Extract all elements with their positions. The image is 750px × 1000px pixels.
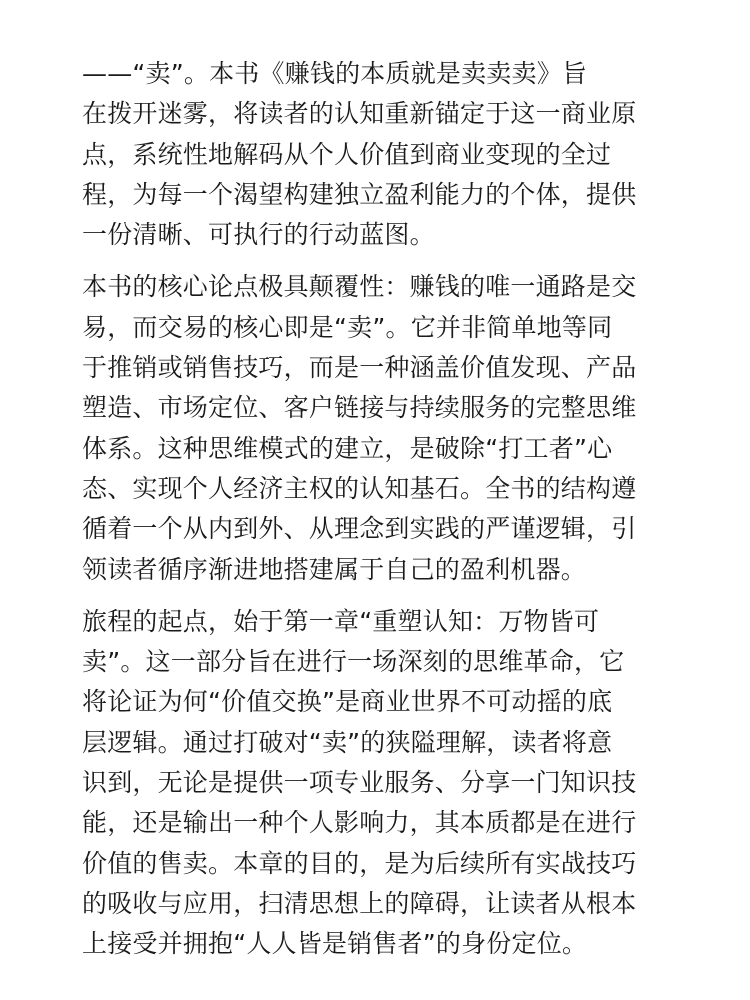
text-line: 本书的核心论点极具颠覆性：赚钱的唯一通路是交 (82, 272, 637, 302)
text-line: 价值的售卖。本章的目的，是为后续所有实战技巧 (82, 848, 637, 878)
text-line: 能，还是输出一种个人影响力，其本质都是在进行 (82, 808, 637, 838)
text-line: 于推销或销售技巧，而是一种涵盖价值发现、产品 (82, 353, 637, 383)
text-line: 循着一个从内到外、从理念到实践的严谨逻辑，引 (82, 514, 637, 544)
document-page (82, 54, 672, 965)
text-line: 程，为每一个渴望构建独立盈利能力的个体，提供 (82, 179, 637, 209)
text-line: 上接受并拥抱“人人皆是销售者”的身份定位。 (82, 929, 588, 959)
paragraph-core-argument (82, 267, 672, 589)
text-line: 易，而交易的核心即是“卖”。它并非简单地等同 (82, 312, 613, 342)
text-line: 将论证为何“价值交换”是商业世界不可动摇的底 (82, 687, 613, 717)
text-line: 层逻辑。通过打破对“卖”的狭隘理解，读者将意 (82, 727, 613, 757)
paragraph-chapter-one (82, 602, 672, 965)
paragraph-intro (82, 54, 672, 255)
text-line: 态、实现个人经济主权的认知基石。全书的结构遵 (82, 473, 637, 503)
text-line: 领读者循序渐进地搭建属于自己的盈利机器。 (82, 554, 587, 584)
text-line: 体系。这种思维模式的建立，是破除“打工者”心 (82, 433, 613, 463)
text-line: 卖”。这一部分旨在进行一场深刻的思维革命，它 (82, 647, 625, 677)
text-line: 点，系统性地解码从个人价值到商业变现的全过 (82, 139, 612, 169)
text-line: 识到，无论是提供一项专业服务、分享一门知识技 (82, 768, 637, 798)
text-line: 塑造、市场定位、客户链接与持续服务的完整思维 (82, 393, 637, 423)
text-line: ——“卖”。本书《赚钱的本质就是卖卖卖》旨 (82, 59, 588, 88)
text-line: 一份清晰、可执行的行动蓝图。 (82, 220, 435, 250)
text-line: 在拨开迷雾，将读者的认知重新锚定于这一商业原 (82, 99, 637, 129)
text-line: 旅程的起点，始于第一章“重塑认知：万物皆可 (82, 606, 600, 636)
text-line: 的吸收与应用，扫清思想上的障碍，让读者从根本 (82, 888, 637, 918)
